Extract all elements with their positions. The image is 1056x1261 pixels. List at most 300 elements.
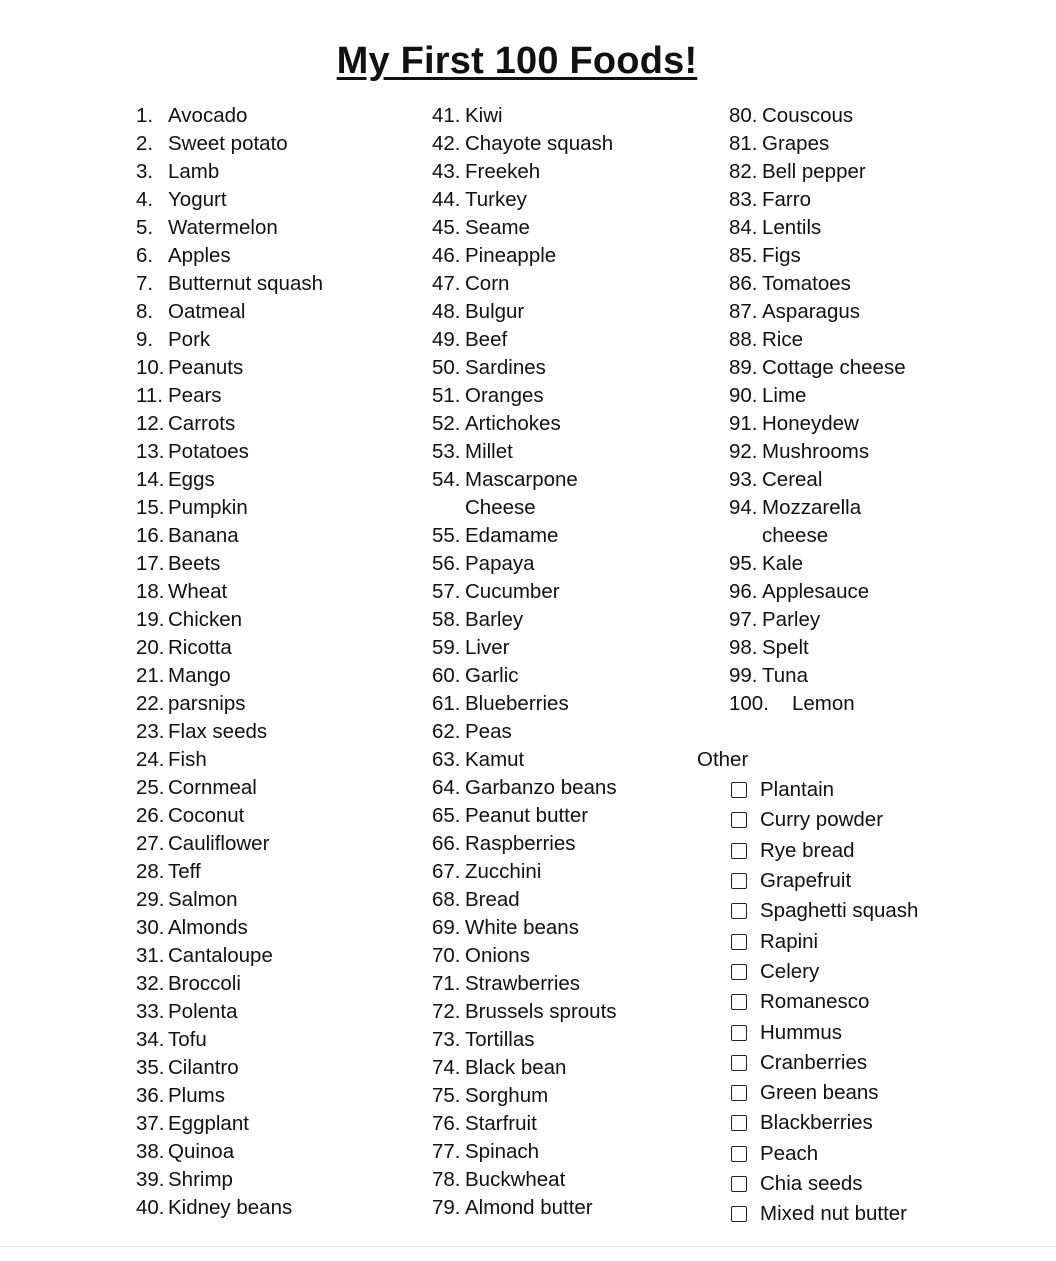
item-number: 17. bbox=[136, 552, 165, 575]
food-name bbox=[465, 438, 702, 466]
food-name-line: Sweet potato bbox=[168, 132, 288, 155]
food-name bbox=[465, 354, 702, 382]
food-name-line: Seame bbox=[465, 216, 530, 239]
food-name bbox=[168, 1110, 416, 1138]
food-list-item bbox=[136, 634, 416, 662]
item-number: 82. bbox=[729, 160, 758, 183]
checkbox[interactable] bbox=[731, 1115, 747, 1131]
food-list-item bbox=[729, 298, 1029, 326]
food-name bbox=[762, 382, 1029, 410]
item-number: 39. bbox=[136, 1168, 165, 1191]
food-name-line: Broccoli bbox=[168, 972, 241, 995]
food-name-line: Rice bbox=[762, 328, 804, 351]
food-name-line: Figs bbox=[762, 244, 801, 267]
checklist-label: Blackberries bbox=[760, 1111, 873, 1135]
food-name bbox=[465, 214, 702, 242]
food-list-item bbox=[432, 830, 702, 858]
food-name bbox=[465, 270, 702, 298]
food-name-line: Barley bbox=[465, 608, 524, 631]
item-number: 77. bbox=[432, 1140, 461, 1163]
food-list-item bbox=[432, 242, 702, 270]
checkbox[interactable] bbox=[731, 1025, 747, 1041]
item-number: 43. bbox=[432, 160, 461, 183]
item-number: 5. bbox=[136, 216, 154, 239]
food-name-line: Peanuts bbox=[168, 356, 244, 379]
item-number: 48. bbox=[432, 300, 461, 323]
checklist-item bbox=[731, 926, 918, 956]
food-name-line: Oranges bbox=[465, 384, 544, 407]
checklist-label: Rapini bbox=[760, 929, 819, 953]
checkbox[interactable] bbox=[731, 843, 747, 859]
food-name bbox=[762, 410, 1029, 438]
item-number: 4. bbox=[136, 188, 154, 211]
checkbox[interactable] bbox=[731, 1055, 747, 1071]
item-number: 61. bbox=[432, 692, 461, 715]
item-number: 33. bbox=[136, 1000, 165, 1023]
food-name bbox=[168, 1194, 416, 1222]
food-name-line: Coconut bbox=[168, 804, 245, 827]
food-name-line: Sorghum bbox=[465, 1084, 549, 1107]
food-list-item bbox=[729, 438, 1029, 466]
item-number: 97. bbox=[729, 608, 758, 631]
food-name bbox=[762, 270, 1029, 298]
item-number: 30. bbox=[136, 916, 165, 939]
checkbox[interactable] bbox=[731, 812, 747, 828]
food-name-line: Polenta bbox=[168, 1000, 238, 1023]
food-name-line: Lemon bbox=[792, 692, 855, 715]
food-list-item bbox=[136, 1138, 416, 1166]
item-number: 6. bbox=[136, 244, 154, 267]
food-list-item bbox=[136, 662, 416, 690]
food-name bbox=[168, 690, 416, 718]
food-name-line: Parley bbox=[762, 608, 821, 631]
checkbox[interactable] bbox=[731, 934, 747, 950]
item-number: 26. bbox=[136, 804, 165, 827]
food-name bbox=[465, 774, 702, 802]
food-name bbox=[465, 690, 702, 718]
food-name-line: Sardines bbox=[465, 356, 546, 379]
food-list-item bbox=[432, 1054, 702, 1082]
food-name bbox=[168, 522, 416, 550]
food-name bbox=[762, 494, 1029, 550]
food-name-line: Pineapple bbox=[465, 244, 557, 267]
checkbox[interactable] bbox=[731, 1085, 747, 1101]
checkbox[interactable] bbox=[731, 994, 747, 1010]
food-name bbox=[168, 242, 416, 270]
food-list-item bbox=[136, 1166, 416, 1194]
food-list-item bbox=[136, 1082, 416, 1110]
food-list-item bbox=[432, 410, 702, 438]
checklist-item bbox=[731, 957, 918, 987]
checklist-label: Romanesco bbox=[760, 990, 870, 1014]
food-list-item bbox=[432, 186, 702, 214]
food-list-item bbox=[136, 942, 416, 970]
food-name-line: Mango bbox=[168, 664, 231, 687]
food-name bbox=[168, 438, 416, 466]
food-list-item bbox=[729, 270, 1029, 298]
item-number: 21. bbox=[136, 664, 165, 687]
checklist-item bbox=[731, 1139, 918, 1169]
food-list-item bbox=[432, 634, 702, 662]
item-number: 29. bbox=[136, 888, 165, 911]
item-number: 88. bbox=[729, 328, 758, 351]
food-list-column-1 bbox=[136, 102, 416, 1222]
food-list-item bbox=[136, 522, 416, 550]
food-name bbox=[168, 802, 416, 830]
food-name-line: Teff bbox=[168, 860, 201, 883]
food-name bbox=[168, 1138, 416, 1166]
food-list-item bbox=[432, 998, 702, 1026]
checklist-label: Grapefruit bbox=[760, 869, 852, 893]
item-number: 57. bbox=[432, 580, 461, 603]
food-name bbox=[465, 1194, 702, 1222]
food-name bbox=[168, 858, 416, 886]
food-name bbox=[465, 550, 702, 578]
food-name bbox=[168, 326, 416, 354]
item-number: 84. bbox=[729, 216, 758, 239]
item-number: 75. bbox=[432, 1084, 461, 1107]
food-list-item bbox=[729, 550, 1029, 578]
food-name-line: Onions bbox=[465, 944, 530, 967]
item-number: 69. bbox=[432, 916, 461, 939]
food-list-item bbox=[729, 214, 1029, 242]
food-name-line: Mozzarella bbox=[762, 496, 862, 519]
food-list-item bbox=[136, 214, 416, 242]
food-name-line: Strawberries bbox=[465, 972, 581, 995]
food-name-line: Honeydew bbox=[762, 412, 859, 435]
food-name-line: Turkey bbox=[465, 188, 527, 211]
food-name-line: Zucchini bbox=[465, 860, 542, 883]
food-list-item bbox=[136, 438, 416, 466]
checklist-item bbox=[731, 1108, 918, 1138]
food-name bbox=[168, 634, 416, 662]
food-name-line: Garbanzo beans bbox=[465, 776, 617, 799]
item-number: 68. bbox=[432, 888, 461, 911]
checkbox[interactable] bbox=[731, 873, 747, 889]
item-number: 37. bbox=[136, 1112, 165, 1135]
checklist-label: Plantain bbox=[760, 778, 835, 802]
other-checklist bbox=[731, 775, 918, 1229]
food-name bbox=[465, 830, 702, 858]
item-number: 66. bbox=[432, 832, 461, 855]
item-number: 12. bbox=[136, 412, 165, 435]
checkbox[interactable] bbox=[731, 1206, 747, 1222]
food-name-line: Plums bbox=[168, 1084, 225, 1107]
food-name bbox=[465, 998, 702, 1026]
food-list-item bbox=[432, 102, 702, 130]
item-number: 19. bbox=[136, 608, 165, 631]
food-name-line: Lentils bbox=[762, 216, 822, 239]
food-name-line: Watermelon bbox=[168, 216, 278, 239]
food-name-line: Yogurt bbox=[168, 188, 227, 211]
food-list-item bbox=[136, 606, 416, 634]
item-number: 83. bbox=[729, 188, 758, 211]
item-number: 53. bbox=[432, 440, 461, 463]
checklist-item bbox=[731, 866, 918, 896]
item-number: 78. bbox=[432, 1168, 461, 1191]
item-number: 51. bbox=[432, 384, 461, 407]
food-name bbox=[168, 130, 416, 158]
food-name-line: Oatmeal bbox=[168, 300, 246, 323]
food-list-item bbox=[432, 214, 702, 242]
food-name-line: Lime bbox=[762, 384, 807, 407]
item-number: 85. bbox=[729, 244, 758, 267]
food-list-item bbox=[136, 690, 416, 718]
food-name-line: Liver bbox=[465, 636, 510, 659]
item-number: 60. bbox=[432, 664, 461, 687]
food-name-line: Beef bbox=[465, 328, 508, 351]
food-list-item bbox=[432, 158, 702, 186]
page-title: My First 100 Foods! bbox=[336, 40, 698, 82]
food-name bbox=[465, 1110, 702, 1138]
food-name bbox=[762, 354, 1029, 382]
food-name bbox=[465, 382, 702, 410]
food-list-item bbox=[136, 1026, 416, 1054]
item-number: 79. bbox=[432, 1196, 461, 1219]
food-name bbox=[168, 102, 416, 130]
food-list-item bbox=[136, 326, 416, 354]
food-list-item bbox=[136, 1110, 416, 1138]
item-number: 52. bbox=[432, 412, 461, 435]
food-name-line: Kidney beans bbox=[168, 1196, 293, 1219]
food-name-line: Papaya bbox=[465, 552, 535, 575]
food-list-item bbox=[136, 718, 416, 746]
food-name-line: White beans bbox=[465, 916, 579, 939]
food-list-item bbox=[136, 578, 416, 606]
item-number: 9. bbox=[136, 328, 154, 351]
food-name-line: Almond butter bbox=[465, 1196, 593, 1219]
item-number: 31. bbox=[136, 944, 165, 967]
item-number: 59. bbox=[432, 636, 461, 659]
item-number: 41. bbox=[432, 104, 461, 127]
checklist-item bbox=[731, 836, 918, 866]
food-name-line: Mushrooms bbox=[762, 440, 870, 463]
food-name-line: Banana bbox=[168, 524, 239, 547]
item-number: 86. bbox=[729, 272, 758, 295]
item-number: 80. bbox=[729, 104, 758, 127]
food-name bbox=[762, 606, 1029, 634]
food-name-line: Eggplant bbox=[168, 1112, 249, 1135]
food-name bbox=[762, 578, 1029, 606]
food-name-line: Black bean bbox=[465, 1056, 567, 1079]
item-number: 95. bbox=[729, 552, 758, 575]
food-name-line: Starfruit bbox=[465, 1112, 537, 1135]
checklist-item bbox=[731, 1169, 918, 1199]
food-name bbox=[168, 970, 416, 998]
food-list-item bbox=[136, 970, 416, 998]
item-number: 81. bbox=[729, 132, 758, 155]
food-name-line: Blueberries bbox=[465, 692, 569, 715]
food-name bbox=[465, 606, 702, 634]
food-name bbox=[168, 942, 416, 970]
food-name bbox=[168, 718, 416, 746]
food-name bbox=[792, 690, 1029, 718]
food-name-line: Potatoes bbox=[168, 440, 249, 463]
item-number: 8. bbox=[136, 300, 154, 323]
food-name bbox=[465, 102, 702, 130]
food-list-item bbox=[729, 634, 1029, 662]
item-number: 55. bbox=[432, 524, 461, 547]
food-name-line: Grapes bbox=[762, 132, 830, 155]
food-list-item bbox=[136, 186, 416, 214]
food-name bbox=[465, 802, 702, 830]
checklist-item bbox=[731, 775, 918, 805]
food-name bbox=[465, 1082, 702, 1110]
item-number: 49. bbox=[432, 328, 461, 351]
checklist-item bbox=[731, 1017, 918, 1047]
food-list-item bbox=[136, 802, 416, 830]
food-list-item bbox=[432, 1026, 702, 1054]
food-name-line: Pumpkin bbox=[168, 496, 248, 519]
food-name bbox=[465, 634, 702, 662]
food-list-item bbox=[432, 1166, 702, 1194]
food-name bbox=[762, 298, 1029, 326]
food-name bbox=[168, 578, 416, 606]
food-name-line: Butternut squash bbox=[168, 272, 323, 295]
food-list-item bbox=[729, 130, 1029, 158]
food-name-line: Flax seeds bbox=[168, 720, 268, 743]
food-list-item bbox=[136, 858, 416, 886]
food-name-line: Cornmeal bbox=[168, 776, 257, 799]
food-name-line: Wheat bbox=[168, 580, 228, 603]
food-name-line: Cheese bbox=[465, 496, 536, 519]
item-number: 38. bbox=[136, 1140, 165, 1163]
food-name-line: Chayote squash bbox=[465, 132, 614, 155]
food-list-item bbox=[729, 326, 1029, 354]
food-name bbox=[168, 606, 416, 634]
checklist-label: Mixed nut butter bbox=[760, 1202, 907, 1226]
food-name bbox=[465, 466, 702, 522]
food-name-line: Apples bbox=[168, 244, 231, 267]
food-list-item bbox=[432, 606, 702, 634]
food-name-line: Farro bbox=[762, 188, 811, 211]
food-list-item bbox=[136, 550, 416, 578]
food-list-item bbox=[136, 382, 416, 410]
checklist-label: Curry powder bbox=[760, 808, 884, 832]
food-name bbox=[465, 242, 702, 270]
item-number: 24. bbox=[136, 748, 165, 771]
food-list-item bbox=[432, 970, 702, 998]
checkbox[interactable] bbox=[731, 964, 747, 980]
food-name bbox=[168, 494, 416, 522]
checkbox[interactable] bbox=[731, 903, 747, 919]
food-name bbox=[465, 158, 702, 186]
food-name bbox=[465, 746, 702, 774]
food-name-line: Carrots bbox=[168, 412, 236, 435]
checklist-item bbox=[731, 1048, 918, 1078]
item-number: 63. bbox=[432, 748, 461, 771]
food-name-line: Millet bbox=[465, 440, 513, 463]
food-list-item bbox=[432, 802, 702, 830]
food-name-line: Tofu bbox=[168, 1028, 207, 1051]
food-name-line: Tortillas bbox=[465, 1028, 535, 1051]
item-number: 20. bbox=[136, 636, 165, 659]
item-number: 13. bbox=[136, 440, 165, 463]
food-name bbox=[762, 438, 1029, 466]
checklist-item bbox=[731, 1199, 918, 1229]
food-name-line: Cucumber bbox=[465, 580, 560, 603]
food-name-line: Cantaloupe bbox=[168, 944, 273, 967]
food-list-item bbox=[136, 998, 416, 1026]
item-number: 18. bbox=[136, 580, 165, 603]
checklist-label: Celery bbox=[760, 959, 820, 983]
food-name-line: Pork bbox=[168, 328, 211, 351]
food-name bbox=[465, 186, 702, 214]
item-number: 96. bbox=[729, 580, 758, 603]
checkbox[interactable] bbox=[731, 1146, 747, 1162]
food-list-item bbox=[136, 270, 416, 298]
food-name bbox=[762, 326, 1029, 354]
food-list-item bbox=[432, 1082, 702, 1110]
food-name-line: Buckwheat bbox=[465, 1168, 566, 1191]
item-number: 50. bbox=[432, 356, 461, 379]
item-number: 58. bbox=[432, 608, 461, 631]
food-name bbox=[465, 858, 702, 886]
food-name-line: Spelt bbox=[762, 636, 809, 659]
food-name bbox=[168, 158, 416, 186]
food-list-item bbox=[432, 354, 702, 382]
item-number: 11. bbox=[136, 384, 163, 407]
food-list-item bbox=[432, 438, 702, 466]
item-number: 3. bbox=[136, 160, 154, 183]
item-number: 34. bbox=[136, 1028, 165, 1051]
item-number: 47. bbox=[432, 272, 461, 295]
food-list-item bbox=[432, 774, 702, 802]
food-name bbox=[168, 270, 416, 298]
food-list-item bbox=[729, 354, 1029, 382]
food-name-line: cheese bbox=[762, 524, 829, 547]
item-number: 25. bbox=[136, 776, 165, 799]
food-list-column-2 bbox=[432, 102, 702, 1222]
checklist-label: Peach bbox=[760, 1141, 819, 1165]
food-name bbox=[168, 550, 416, 578]
food-list-item bbox=[432, 130, 702, 158]
item-number: 56. bbox=[432, 552, 461, 575]
food-list-item bbox=[432, 270, 702, 298]
food-name-line: Cauliflower bbox=[168, 832, 270, 855]
food-name bbox=[168, 746, 416, 774]
food-name-line: Bulgur bbox=[465, 300, 525, 323]
checkbox[interactable] bbox=[731, 1176, 747, 1192]
item-number: 15. bbox=[136, 496, 165, 519]
food-name bbox=[762, 130, 1029, 158]
item-number: 45. bbox=[432, 216, 461, 239]
item-number: 100. bbox=[729, 692, 769, 715]
other-heading: Other bbox=[697, 748, 749, 771]
food-name-line: Pears bbox=[168, 384, 222, 407]
food-name bbox=[465, 662, 702, 690]
item-number: 65. bbox=[432, 804, 461, 827]
item-number: 93. bbox=[729, 468, 758, 491]
food-name bbox=[465, 1026, 702, 1054]
food-name-line: Salmon bbox=[168, 888, 238, 911]
item-number: 64. bbox=[432, 776, 461, 799]
food-name-line: Chicken bbox=[168, 608, 243, 631]
checkbox[interactable] bbox=[731, 782, 747, 798]
food-list-item bbox=[136, 298, 416, 326]
item-number: 22. bbox=[136, 692, 165, 715]
food-name-line: Quinoa bbox=[168, 1140, 235, 1163]
food-list-item bbox=[136, 1194, 416, 1222]
food-list-item bbox=[432, 886, 702, 914]
item-number: 42. bbox=[432, 132, 461, 155]
food-list-item bbox=[136, 354, 416, 382]
food-list-item bbox=[136, 830, 416, 858]
food-list-item bbox=[432, 522, 702, 550]
food-list-item bbox=[729, 690, 1029, 718]
food-name-line: Spinach bbox=[465, 1140, 540, 1163]
item-number: 2. bbox=[136, 132, 154, 155]
